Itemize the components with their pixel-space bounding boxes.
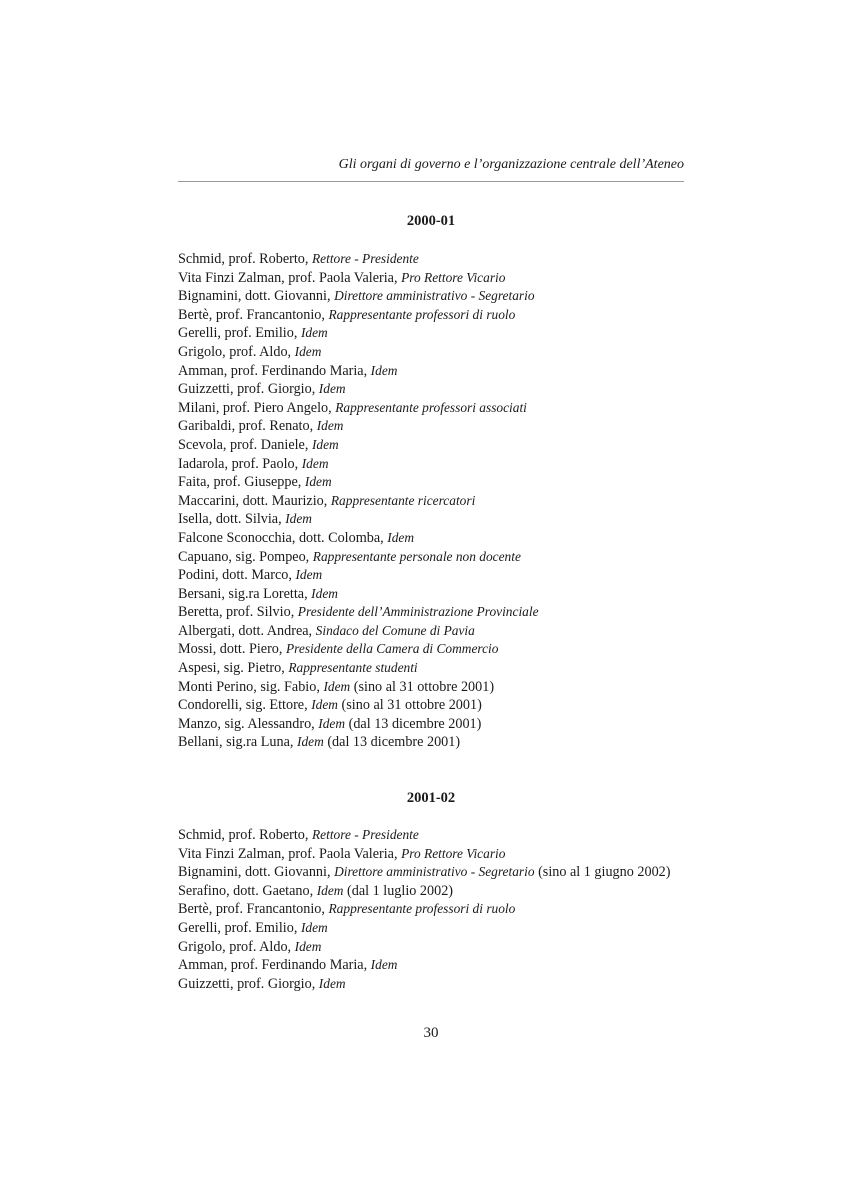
list-item (178, 548, 698, 567)
list-item (178, 938, 698, 957)
entry-role: Idem (297, 734, 324, 750)
list-item (178, 492, 698, 511)
section-heading-2001-02: 2001-02 (406, 790, 456, 806)
entry-role: Pro Rettore Vicario (401, 845, 506, 861)
entry-name: Bignamini, dott. Giovanni, (178, 864, 335, 881)
entry-role: Idem (318, 715, 346, 731)
entry-name: Serafino, dott. Gaetano, (178, 882, 317, 899)
entry-name: Grigolo, prof. Aldo, (178, 938, 295, 955)
entry-role: Rettore - Presidente (311, 251, 419, 266)
entry-name: Grigolo, prof. Aldo, (178, 343, 295, 360)
entry-role: Rappresentante personale non docente (312, 548, 521, 564)
entry-name: Gerelli, prof. Emilio, (178, 919, 301, 936)
entry-name: Amman, prof. Ferdinando Maria, (178, 957, 371, 974)
section-heading-2000-01: 2000-01 (406, 213, 456, 229)
entry-name: Schmid, prof. Roberto, (178, 827, 312, 843)
entry-name: Milani, prof. Piero Angelo, (178, 399, 336, 416)
entry-name: Bignamini, dott. Giovanni, (178, 288, 335, 305)
entry-name: Amman, prof. Ferdinando Maria, (178, 362, 371, 379)
list-item (178, 882, 698, 901)
entry-role: Idem (311, 585, 338, 601)
entry-note: (dal 13 dicembre 2001) (345, 715, 482, 732)
entry-role: Idem (295, 567, 323, 583)
entry-role: Idem (300, 325, 328, 341)
entry-name: Garibaldi, prof. Renato, (178, 418, 317, 435)
entry-name: Aspesi, sig. Pietro, (178, 660, 289, 677)
entry-role: Idem (387, 529, 415, 545)
entry-name: Albergati, dott. Andrea, (178, 622, 316, 639)
list-item (178, 455, 698, 474)
entry-role: Idem (304, 474, 332, 490)
list-item (178, 640, 698, 659)
list-item (178, 900, 698, 919)
entry-name: Schmid, prof. Roberto, (178, 251, 312, 267)
list-item (178, 696, 698, 715)
entry-role: Rappresentante studenti (288, 660, 418, 676)
list-item (178, 473, 698, 492)
entry-role: Presidente della Camera di Commercio (286, 641, 499, 657)
entry-list-2000-01 (178, 250, 698, 752)
list-item (178, 510, 698, 529)
entry-name: Manzo, sig. Alessandro, (178, 715, 319, 732)
list-item (178, 529, 698, 548)
entry-role: Idem (316, 418, 344, 434)
list-item (178, 975, 698, 994)
entry-name: Vita Finzi Zalman, prof. Paola Valeria, (178, 269, 402, 286)
list-item (178, 287, 698, 306)
list-item (178, 250, 698, 269)
entry-name: Maccarini, dott. Maurizio, (178, 492, 331, 509)
entry-name: Falcone Sconocchia, dott. Colomba, (178, 529, 388, 546)
entry-note: (sino al 31 ottobre 2001) (350, 678, 495, 695)
list-item (178, 306, 698, 325)
list-item (178, 678, 698, 697)
entry-name: Condorelli, sig. Ettore, (178, 697, 312, 714)
entry-role: Rappresentante professori di ruolo (328, 901, 516, 917)
entry-note: (dal 13 dicembre 2001) (323, 734, 461, 751)
entry-role: Sindaco del Comune di Pavia (315, 622, 475, 638)
entry-name: Vita Finzi Zalman, prof. Paola Valeria, (178, 845, 402, 862)
entry-role: Rappresentante professori associati (335, 399, 527, 415)
list-item (178, 380, 698, 399)
list-item (178, 417, 698, 436)
entry-name: Guizzetti, prof. Giorgio, (178, 381, 319, 398)
entry-role: Idem (318, 381, 346, 397)
list-item (178, 343, 698, 362)
list-item (178, 956, 698, 975)
entry-list-2001-02 (178, 826, 698, 993)
entry-name: Isella, dott. Silvia, (178, 511, 286, 528)
entry-role: Idem (301, 455, 329, 471)
header-rule (178, 181, 684, 182)
entry-role: Idem (323, 678, 351, 694)
list-item (178, 269, 698, 288)
list-item (178, 863, 698, 882)
list-item (178, 715, 698, 734)
entry-role: Idem (285, 511, 312, 527)
entry-name: Bertè, prof. Francantonio, (178, 306, 329, 323)
list-item (178, 733, 698, 752)
list-item (178, 919, 698, 938)
entry-role: Pro Rettore Vicario (401, 269, 506, 285)
entry-role: Direttore amministrativo - Segretario (334, 864, 535, 880)
entry-note: (dal 1 luglio 2002) (343, 882, 454, 899)
entry-role: Rappresentante professori di ruolo (328, 306, 516, 322)
entry-name: Beretta, prof. Silvio, (178, 604, 298, 621)
entry-role: Idem (294, 343, 322, 359)
entry-name: Monti Perino, sig. Fabio, (178, 678, 324, 695)
list-item (178, 845, 698, 864)
entry-name: Podini, dott. Marco, (178, 567, 296, 584)
entry-name: Bellani, sig.ra Luna, (178, 734, 297, 751)
entry-name: Guizzetti, prof. Giorgio, (178, 975, 319, 992)
entry-role: Idem (311, 436, 339, 452)
entry-name: Faita, prof. Giuseppe, (178, 474, 305, 491)
entry-role: Presidente dell’Amministrazione Provinciale (297, 604, 539, 620)
entry-role: Idem (370, 957, 398, 973)
entry-role: Direttore amministrativo - Segretario (334, 288, 535, 304)
list-item (178, 826, 698, 845)
list-item (178, 622, 698, 641)
list-item (178, 585, 698, 604)
entry-role: Idem (294, 938, 322, 954)
list-item (178, 324, 698, 343)
running-head: Gli organi di governo e l’organizzazione centrale dell’Ateneo (338, 157, 684, 172)
page-number: 30 (423, 1025, 439, 1041)
list-item (178, 436, 698, 455)
entry-role: Idem (311, 697, 338, 713)
entry-role: Idem (300, 919, 328, 935)
entry-name: Bersani, sig.ra Loretta, (178, 585, 312, 602)
entry-role: Rettore - Presidente (311, 827, 419, 842)
entry-name: Iadarola, prof. Paolo, (178, 455, 302, 472)
entry-role: Idem (316, 882, 344, 898)
list-item (178, 399, 698, 418)
entry-name: Gerelli, prof. Emilio, (178, 325, 301, 342)
entry-role: Idem (370, 362, 398, 378)
list-item (178, 362, 698, 381)
entry-role: Rappresentante ricercatori (330, 492, 476, 508)
list-item (178, 566, 698, 585)
entry-name: Capuano, sig. Pompeo, (178, 548, 313, 565)
list-item (178, 603, 698, 622)
entry-name: Mossi, dott. Piero, (178, 641, 286, 658)
entry-note: (sino al 31 ottobre 2001) (337, 697, 482, 714)
entry-role: Idem (318, 975, 346, 991)
list-item (178, 659, 698, 678)
entry-name: Bertè, prof. Francantonio, (178, 901, 329, 918)
entry-note: (sino al 1 giugno 2002) (534, 864, 671, 881)
entry-name: Scevola, prof. Daniele, (178, 436, 312, 453)
